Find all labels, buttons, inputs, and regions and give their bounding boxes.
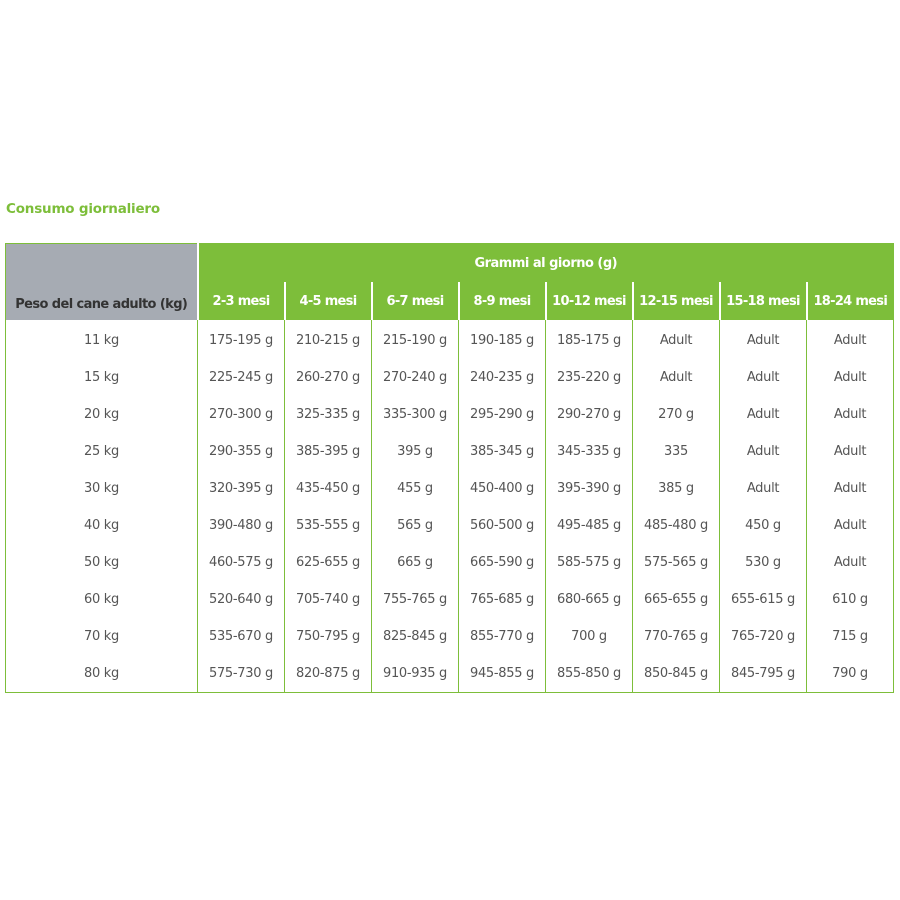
grams-cell: 910-935 g	[372, 655, 459, 693]
grams-cell: 295-290 g	[459, 396, 546, 433]
grams-cell: 290-355 g	[198, 433, 285, 470]
table-row	[6, 544, 894, 581]
weight-cell: 60 kg	[84, 592, 119, 607]
grams-cell: Adult	[633, 359, 720, 396]
grams-cell: 240-235 g	[459, 359, 546, 396]
grams-cell: 385 g	[633, 470, 720, 507]
table-row	[6, 581, 894, 618]
weight-cell: 20 kg	[84, 407, 119, 422]
grams-cell: Adult	[633, 320, 720, 359]
grams-cell: 565 g	[372, 507, 459, 544]
grams-cell: 850-845 g	[633, 655, 720, 693]
grams-cell: 770-765 g	[633, 618, 720, 655]
grams-cell: 390-480 g	[198, 507, 285, 544]
grams-per-day-header: Grammi al giorno (g)	[198, 244, 894, 283]
grams-cell: 855-770 g	[459, 618, 546, 655]
grams-cell: 235-220 g	[546, 359, 633, 396]
grams-cell: 625-655 g	[285, 544, 372, 581]
grams-cell: 820-875 g	[285, 655, 372, 693]
age-column-header: 6-7 mesi	[372, 282, 459, 320]
grams-cell: 665-655 g	[633, 581, 720, 618]
weight-cell: 40 kg	[84, 518, 119, 533]
grams-cell: 460-575 g	[198, 544, 285, 581]
grams-cell: Adult	[807, 359, 894, 396]
grams-cell: 335-300 g	[372, 396, 459, 433]
age-column-header: 8-9 mesi	[459, 282, 546, 320]
weight-cell: 50 kg	[84, 555, 119, 570]
grams-cell: Adult	[807, 396, 894, 433]
grams-cell: 270-240 g	[372, 359, 459, 396]
grams-cell: 385-345 g	[459, 433, 546, 470]
grams-cell: Adult	[720, 359, 807, 396]
grams-cell: Adult	[807, 544, 894, 581]
table-row	[6, 507, 894, 544]
grams-cell: 790 g	[807, 655, 894, 693]
table-row	[6, 618, 894, 655]
grams-cell: 260-270 g	[285, 359, 372, 396]
grams-cell: 610 g	[807, 581, 894, 618]
table-row	[6, 396, 894, 433]
weight-column-header: Peso del cane adulto (kg)	[6, 244, 198, 321]
grams-cell: 845-795 g	[720, 655, 807, 693]
grams-cell: 665 g	[372, 544, 459, 581]
weight-cell: 15 kg	[84, 370, 119, 385]
age-column-header: 12-15 mesi	[633, 282, 720, 320]
table-row	[6, 655, 894, 693]
grams-cell: 655-615 g	[720, 581, 807, 618]
grams-cell: Adult	[807, 470, 894, 507]
grams-cell: 765-685 g	[459, 581, 546, 618]
table-row	[6, 320, 894, 359]
grams-cell: 945-855 g	[459, 655, 546, 693]
grams-cell: 575-730 g	[198, 655, 285, 693]
grams-cell: 395 g	[372, 433, 459, 470]
grams-cell: 215-190 g	[372, 320, 459, 359]
grams-cell: 345-335 g	[546, 433, 633, 470]
grams-cell: 700 g	[546, 618, 633, 655]
section-title: Consumo giornaliero	[6, 201, 160, 217]
table-row	[6, 470, 894, 507]
weight-cell: 70 kg	[84, 629, 119, 644]
weight-cell: 80 kg	[84, 666, 119, 681]
grams-cell: 535-670 g	[198, 618, 285, 655]
weight-cell: 25 kg	[84, 444, 119, 459]
age-column-header: 4-5 mesi	[285, 282, 372, 320]
table-row	[6, 359, 894, 396]
grams-cell: Adult	[720, 320, 807, 359]
grams-cell: 575-565 g	[633, 544, 720, 581]
grams-cell: 270-300 g	[198, 396, 285, 433]
age-column-header: 18-24 mesi	[807, 282, 894, 320]
grams-cell: 385-395 g	[285, 433, 372, 470]
header-row-group	[6, 244, 894, 283]
grams-cell: 535-555 g	[285, 507, 372, 544]
grams-cell: 450 g	[720, 507, 807, 544]
grams-cell: 335	[633, 433, 720, 470]
grams-cell: 395-390 g	[546, 470, 633, 507]
feeding-table	[5, 243, 894, 693]
grams-cell: 680-665 g	[546, 581, 633, 618]
age-column-header: 2-3 mesi	[198, 282, 285, 320]
grams-cell: Adult	[720, 396, 807, 433]
weight-cell: 30 kg	[84, 481, 119, 496]
age-column-header: 10-12 mesi	[546, 282, 633, 320]
grams-cell: 185-175 g	[546, 320, 633, 359]
grams-cell: 705-740 g	[285, 581, 372, 618]
grams-cell: Adult	[807, 433, 894, 470]
grams-cell: 190-185 g	[459, 320, 546, 359]
grams-cell: 665-590 g	[459, 544, 546, 581]
grams-cell: Adult	[807, 507, 894, 544]
grams-cell: 520-640 g	[198, 581, 285, 618]
grams-cell: 290-270 g	[546, 396, 633, 433]
grams-cell: 450-400 g	[459, 470, 546, 507]
grams-cell: 320-395 g	[198, 470, 285, 507]
table-body	[6, 320, 894, 693]
weight-cell: 11 kg	[84, 333, 119, 348]
grams-cell: 825-845 g	[372, 618, 459, 655]
grams-cell: 560-500 g	[459, 507, 546, 544]
grams-cell: 495-485 g	[546, 507, 633, 544]
grams-cell: Adult	[720, 433, 807, 470]
grams-cell: 435-450 g	[285, 470, 372, 507]
grams-cell: Adult	[807, 320, 894, 359]
grams-cell: 750-795 g	[285, 618, 372, 655]
grams-cell: 585-575 g	[546, 544, 633, 581]
grams-cell: 325-335 g	[285, 396, 372, 433]
grams-cell: 485-480 g	[633, 507, 720, 544]
grams-cell: 715 g	[807, 618, 894, 655]
age-column-header: 15-18 mesi	[720, 282, 807, 320]
grams-cell: Adult	[720, 470, 807, 507]
table-row	[6, 433, 894, 470]
grams-cell: 765-720 g	[720, 618, 807, 655]
grams-cell: 270 g	[633, 396, 720, 433]
grams-cell: 455 g	[372, 470, 459, 507]
grams-cell: 530 g	[720, 544, 807, 581]
grams-cell: 225-245 g	[198, 359, 285, 396]
grams-cell: 175-195 g	[198, 320, 285, 359]
grams-cell: 855-850 g	[546, 655, 633, 693]
grams-cell: 210-215 g	[285, 320, 372, 359]
grams-cell: 755-765 g	[372, 581, 459, 618]
